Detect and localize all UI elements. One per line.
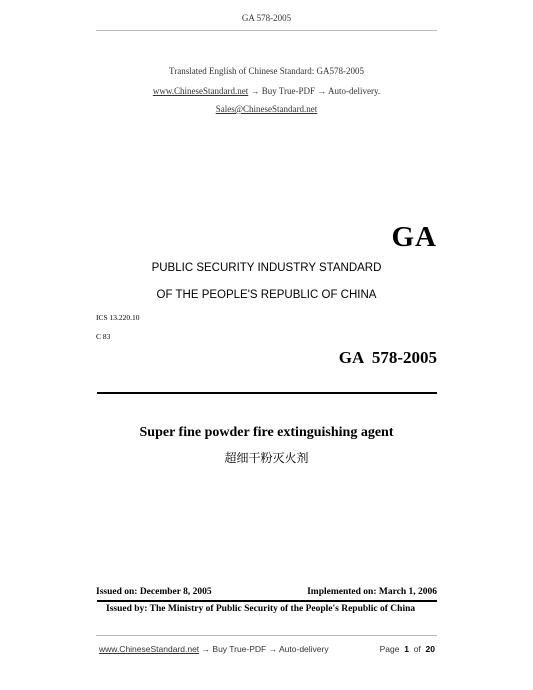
footer-purchase-line <box>99 644 329 654</box>
page-indicator <box>380 644 435 654</box>
email-link[interactable]: Sales@ChineseStandard.net <box>215 104 318 114</box>
page-label: Page <box>379 644 400 654</box>
issuer: Issued by: The Ministry of Public Security of the People's Republic of China <box>106 604 416 614</box>
implemented-date: Implemented on: March 1, 2006 <box>307 587 437 597</box>
ga-logo: GA <box>391 221 437 253</box>
footer-divider <box>96 635 437 636</box>
header-divider <box>96 30 437 31</box>
title-english: Super fine powder fire extinguishing agent <box>139 425 394 440</box>
title-chinese: 超细干粉灭火剂 <box>224 451 309 465</box>
footer-buy-text: → Buy True-PDF → Auto-delivery <box>199 644 329 654</box>
title-divider <box>97 392 437 394</box>
buy-text: → Buy True-PDF → Auto-delivery. <box>248 86 381 96</box>
translation-notice: Translated English of Chinese Standard: GA578-2005 <box>169 66 364 76</box>
footer-site-link[interactable]: www.ChineseStandard.net <box>99 644 200 654</box>
category-line-2: OF THE PEOPLE'S REPUBLIC OF CHINA <box>156 289 377 301</box>
page-current: 1 <box>404 644 409 654</box>
category-line-1: PUBLIC SECURITY INDUSTRY STANDARD <box>151 262 382 274</box>
running-header: GA 578-2005 <box>241 13 292 23</box>
dates-divider <box>97 600 437 602</box>
issued-date: Issued on: December 8, 2005 <box>96 587 212 597</box>
page-total: 20 <box>425 644 435 654</box>
ics-code: ICS 13.220.10 <box>96 313 140 322</box>
page-of: of <box>413 644 421 654</box>
email-line <box>0 104 533 114</box>
site-link[interactable]: www.ChineseStandard.net <box>152 86 249 96</box>
standard-number: GA 578-2005 <box>338 348 437 367</box>
ccs-code: C 83 <box>96 332 111 341</box>
purchase-line <box>0 86 533 96</box>
